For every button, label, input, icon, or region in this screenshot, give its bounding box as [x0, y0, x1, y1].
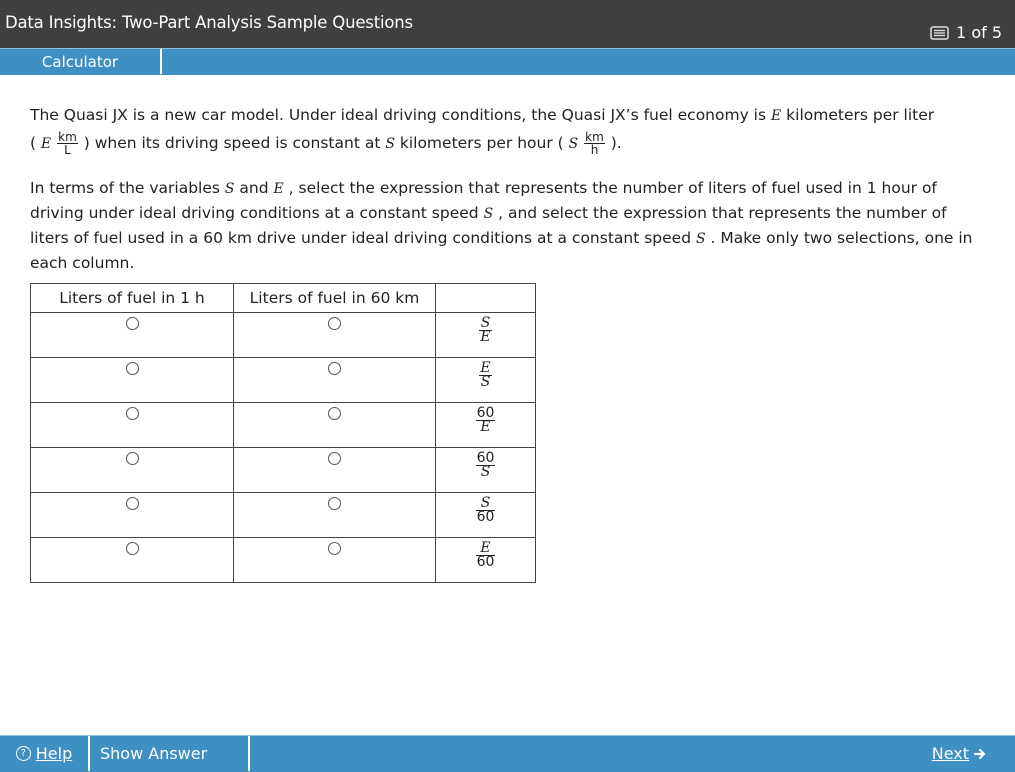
- question-mark-icon: ?: [16, 746, 31, 761]
- column-header-1h: Liters of fuel in 1 h: [31, 284, 234, 313]
- table-header-row: [31, 284, 536, 313]
- radio-1h-option-3[interactable]: [126, 407, 139, 420]
- table-row: [31, 313, 536, 358]
- radio-60km-option-5[interactable]: [328, 497, 341, 510]
- next-button[interactable]: [932, 736, 987, 771]
- unit-fraction-km-per-l: $\frac{km}{L}$: [58, 130, 77, 157]
- option-fraction: $\frac{60}{S}$: [476, 450, 495, 480]
- toolbar: [0, 48, 1015, 75]
- radio-1h-option-6[interactable]: [126, 542, 139, 555]
- help-button[interactable]: [0, 736, 90, 771]
- column-header-options: [436, 284, 536, 313]
- unit-fraction-km-per-h: $\frac{km}{h}$: [585, 130, 604, 157]
- radio-60km-option-4[interactable]: [328, 452, 341, 465]
- radio-1h-option-2[interactable]: [126, 362, 139, 375]
- radio-1h-option-4[interactable]: [126, 452, 139, 465]
- option-fraction: $\frac{E}{S}$: [480, 360, 491, 390]
- question-counter: [930, 23, 1002, 42]
- column-header-60km: Liters of fuel in 60 km: [234, 284, 436, 313]
- option-fraction: $\frac{60}{E}$: [476, 405, 495, 435]
- footer-bar: [0, 735, 1015, 772]
- radio-1h-option-5[interactable]: [126, 497, 139, 510]
- answer-table: [30, 283, 536, 583]
- option-fraction: $\frac{S}{60}$: [476, 495, 495, 525]
- table-row: [31, 448, 536, 493]
- list-icon: [930, 25, 950, 41]
- radio-1h-option-1[interactable]: [126, 317, 139, 330]
- next-label: Next: [931, 744, 969, 763]
- counter-text: 1 of 5: [956, 23, 1002, 42]
- radio-60km-option-6[interactable]: [328, 542, 341, 555]
- question-stem: [30, 102, 985, 275]
- show-answer-label: Show Answer: [100, 744, 208, 763]
- radio-60km-option-1[interactable]: [328, 317, 341, 330]
- question-paragraph-1: The Quasi JX is a new car model. Under ideal driving conditions, the Quasi JX’s fuel economy is E kilometers per liter ( E $\frac{km}{L}$ ) when its driving speed is constant at S kilometers per hour ( S $\frac{km}{h}$ ).: [30, 106, 935, 157]
- option-fraction: $\frac{S}{E}$: [480, 315, 491, 345]
- calculator-button[interactable]: Calculator: [0, 49, 162, 74]
- radio-60km-option-2[interactable]: [328, 362, 341, 375]
- title-bar: [0, 0, 1015, 48]
- arrow-right-icon: [973, 747, 987, 761]
- table-row: [31, 358, 536, 403]
- table-row: [31, 538, 536, 583]
- show-answer-button[interactable]: [90, 736, 250, 771]
- radio-60km-option-3[interactable]: [328, 407, 341, 420]
- question-paragraph-2: In terms of the variables S and E , select the expression that represents the number of liters of fuel used in 1 hour of driving under ideal driving conditions at a constant speed S , and select the expression that represents the number of liters of fuel used in a 60 km drive under ideal driving conditions at a constant speed S . Make only two selections, one in each column.: [30, 179, 973, 272]
- page-title: Data Insights: Two-Part Analysis Sample Questions: [5, 13, 413, 32]
- help-label: Help: [35, 744, 73, 763]
- table-row: [31, 403, 536, 448]
- option-fraction: $\frac{E}{60}$: [476, 540, 495, 570]
- table-row: [31, 493, 536, 538]
